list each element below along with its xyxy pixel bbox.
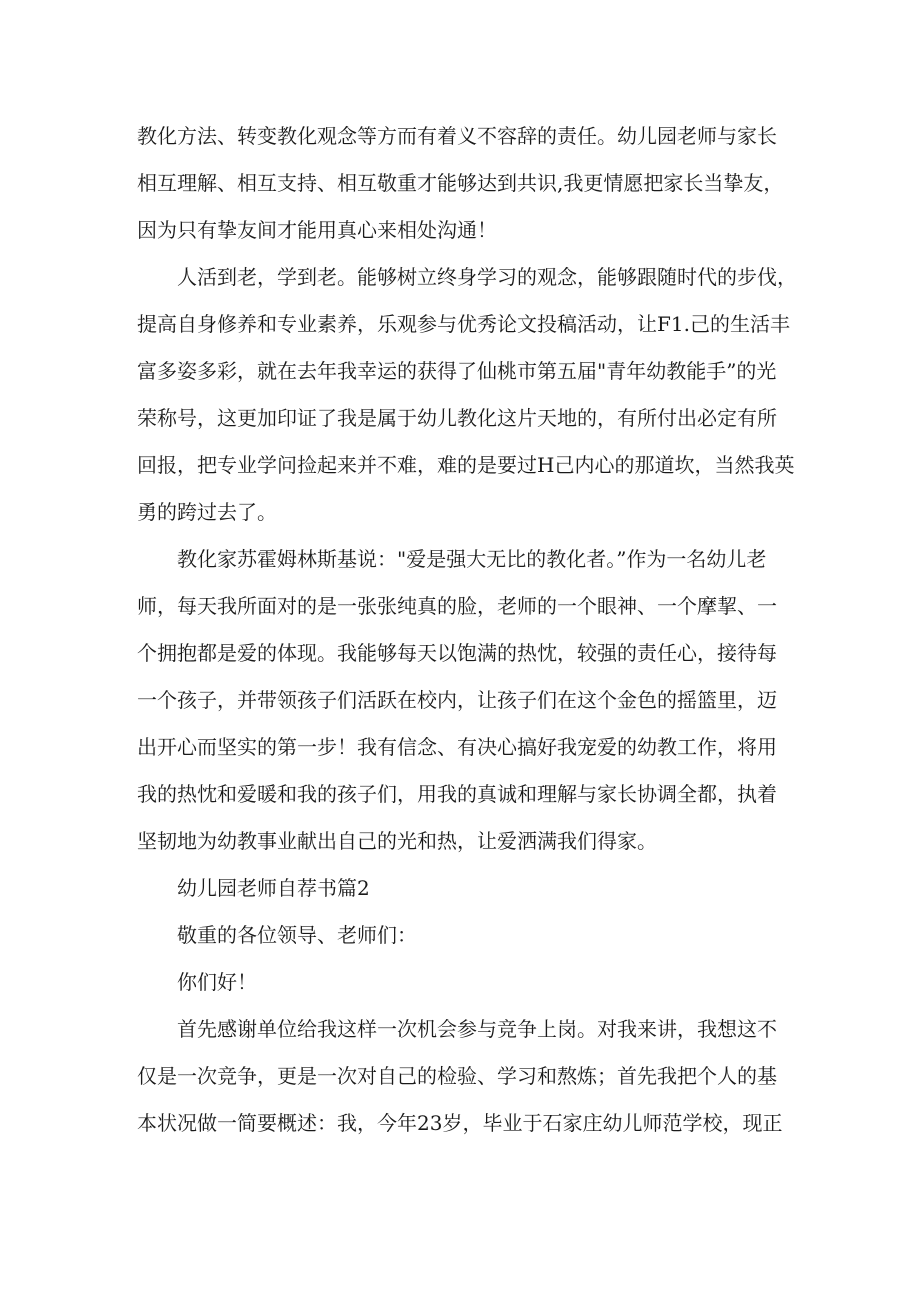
text-line: 个拥抱都是爱的体现。我能够每天以饱满的热忱，较强的责任心，接待每 — [137, 641, 777, 665]
text-line: 勇的跨过去了。 — [137, 500, 277, 524]
section-heading: 幼儿园老师自荐书篇2 — [137, 876, 370, 900]
text-line: 提高自身修养和专业素养，乐观参与优秀论文投稿活动，让F1.己的生活丰 — [137, 312, 790, 336]
salutation: 敬重的各位领导、老师们： — [137, 923, 417, 947]
document-body — [137, 113, 801, 1147]
text-line: 人活到老，学到老。能够树立终身学习的观念，能够跟随时代的步伐， — [137, 265, 797, 289]
text-line: 出开心而坚实的第一步！我有信念、有决心搞好我宠爱的幼教工作，将用 — [137, 735, 777, 759]
text-line: 我的热忱和爱暖和我的孩子们，用我的真诚和理解与家长协调全都，执着 — [137, 782, 777, 806]
text-line: 回报，把专业学问捡起来并不难，难的是要过H己内心的那道坎，当然我英 — [137, 453, 795, 477]
text-line: 本状况做一简要概述：我，今年23岁，毕业于石家庄幼儿师范学校，现正 — [137, 1111, 783, 1135]
text-line: 首先感谢单位给我这样一次机会参与竞争上岗。对我来讲，我想这不 — [137, 1017, 777, 1041]
text-line: 教化方法、转变教化观念等方而有着义不容辞的责任。幼儿园老师与家长 — [137, 124, 777, 148]
text-line: 一个孩子，并带领孩子们活跃在校内，让孩子们在这个金色的摇篮里，迈 — [137, 688, 777, 712]
text-line: 师，每天我所面对的是一张张纯真的脸，老师的一个眼神、一个摩挈、一 — [137, 594, 777, 618]
greeting: 你们好！ — [137, 970, 257, 994]
text-line: 相互理解、相互支持、相互敬重才能够达到共识,我更情愿把家长当挚友， — [137, 171, 784, 195]
text-line: 荣称号，这更加印证了我是属于幼儿教化这片天地的，有所付出必定有所 — [137, 406, 777, 430]
text-line: 坚韧地为幼教事业献出自己的光和热，让爱洒满我们得家。 — [137, 829, 657, 853]
text-line: 仅是一次竞争，更是一次对自己的检验、学习和熬炼；首先我把个人的基 — [137, 1064, 777, 1088]
text-line: 富多姿多彩，就在去年我幸运的获得了仙桃市第五届"青年幼教能手”的光 — [137, 359, 777, 383]
text-line: 因为只有挚友间才能用真心来相处沟通！ — [137, 218, 497, 242]
text-line: 教化家苏霍姆林斯基说："爱是强大无比的教化者。”作为一名幼儿老 — [137, 547, 767, 571]
